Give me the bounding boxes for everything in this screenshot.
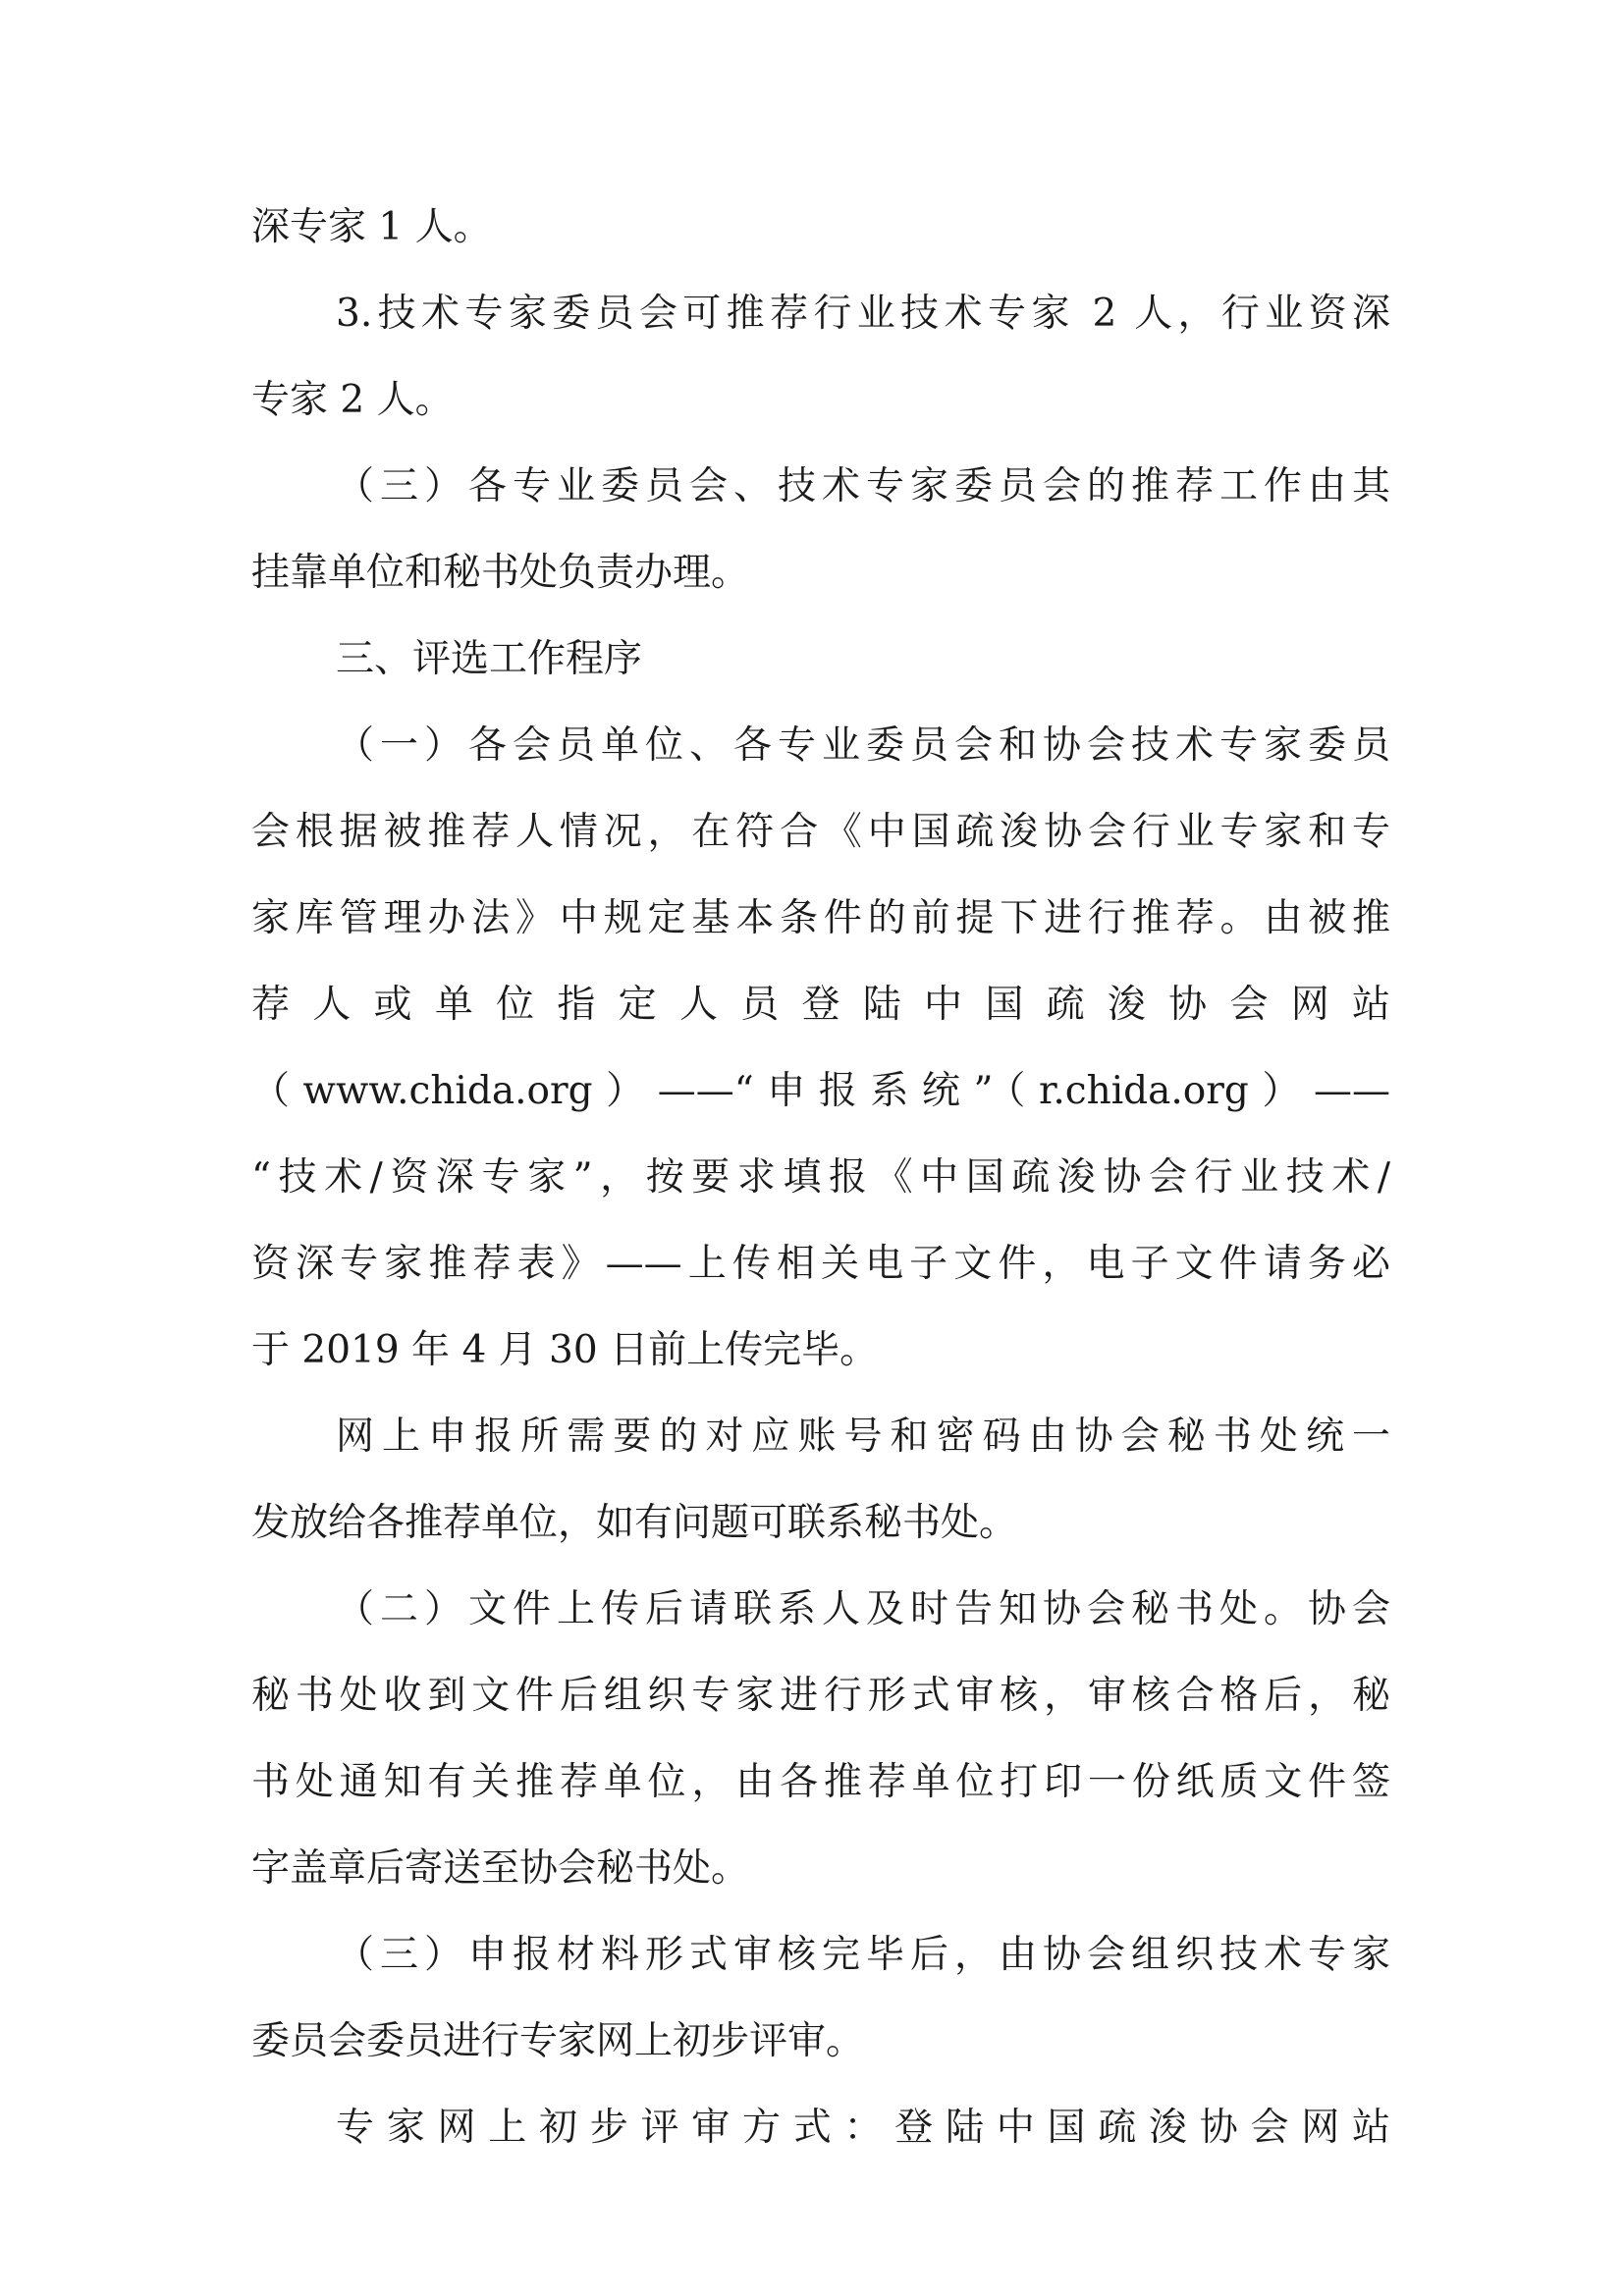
section-heading: 三、评选工作程序 <box>336 637 643 681</box>
text-line-15: 网上申报所需要的对应账号和密码由协会秘书处统一 <box>336 1415 1390 1459</box>
text-line-16: 发放给各推荐单位，如有问题可联系秘书处。 <box>251 1501 1018 1545</box>
text-line-17: （二）文件上传后请联系人及时告知协会秘书处。协会 <box>336 1587 1390 1631</box>
text-line-1: 深专家 1 人。 <box>251 205 492 249</box>
text-line-8: 会根据被推荐人情况，在符合《中国疏浚协会行业专家和专 <box>251 810 1390 854</box>
text-line-14: 于 2019 年 4 月 30 日前上传完毕。 <box>251 1328 879 1372</box>
text-line-18: 秘书处收到文件后组织专家进行形式审核，审核合格后，秘 <box>251 1674 1390 1718</box>
text-line-3: 专家 2 人。 <box>251 378 454 422</box>
text-line-5: 挂靠单位和秘书处负责办理。 <box>251 551 750 595</box>
text-line-13: 资深专家推荐表》——上传相关电子文件，电子文件请务必 <box>251 1242 1390 1286</box>
text-line-12: “技术/资深专家”，按要求填报《中国疏浚协会行业技术/ <box>251 1155 1390 1200</box>
text-line-10: 荐人或单位指定人员登陆中国疏浚协会网站 <box>251 983 1390 1027</box>
text-line-21: （三）申报材料形式审核完毕后，由协会组织技术专家 <box>336 1933 1390 1977</box>
text-line-4: （三）各专业委员会、技术专家委员会的推荐工作由其 <box>336 464 1390 508</box>
text-line-23: 专家网上初步评审方式：登陆中国疏浚协会网站 <box>336 2106 1390 2150</box>
text-line-7: （一）各会员单位、各专业委员会和协会技术专家委员 <box>336 723 1390 768</box>
text-line-2: 3.技术专家委员会可推荐行业技术专家 2 人，行业资深 <box>336 292 1390 336</box>
text-line-11: （www.chida.org）——“申报系统”（r.chida.org）—— <box>251 1069 1390 1113</box>
text-line-20: 字盖章后寄送至协会秘书处。 <box>251 1846 750 1891</box>
text-line-22: 委员会委员进行专家网上初步评审。 <box>251 2019 865 2063</box>
text-line-9: 家库管理办法》中规定基本条件的前提下进行推荐。由被推 <box>251 896 1390 940</box>
text-line-19: 书处通知有关推荐单位，由各推荐单位打印一份纸质文件签 <box>251 1760 1390 1804</box>
